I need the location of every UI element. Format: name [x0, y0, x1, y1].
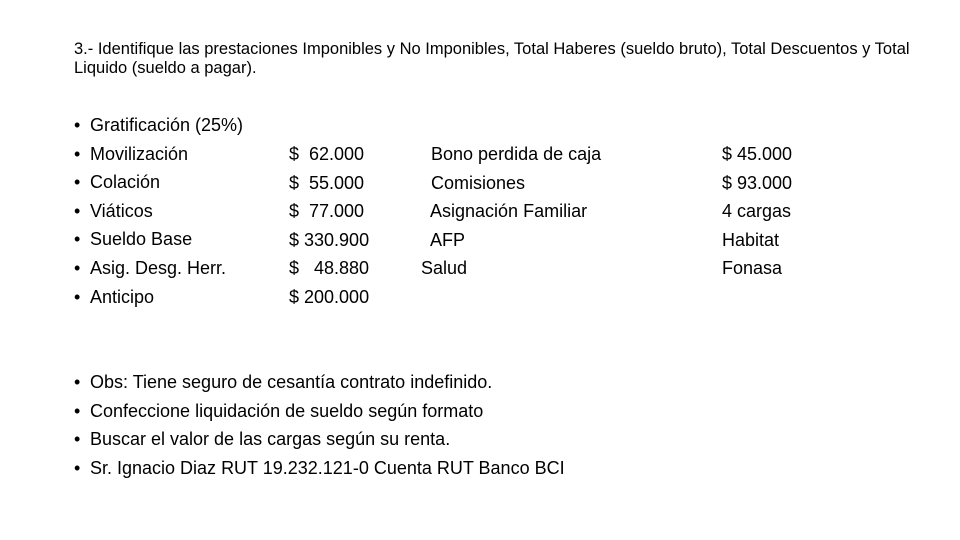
note-item [74, 454, 634, 483]
bullet: • [74, 143, 81, 164]
list-item [74, 225, 274, 254]
bullet: • [74, 429, 81, 450]
other-items-values [722, 140, 792, 283]
bullet: • [74, 457, 81, 478]
other-item-label: Comisiones [421, 172, 526, 193]
notes-list [74, 368, 634, 482]
list-item [74, 168, 274, 197]
note-item [74, 368, 634, 397]
note-item [74, 397, 634, 426]
bullet: • [74, 115, 81, 135]
other-item-label: Salud [421, 258, 468, 279]
list-item [74, 111, 274, 140]
amount-value: $ 48.880 [289, 258, 370, 279]
bullet: • [74, 200, 81, 221]
note-text: Buscar el valor de las cargas según su renta. [90, 429, 451, 450]
other-items-labels [421, 140, 601, 283]
other-item-label: Bono perdida de caja [421, 144, 602, 164]
amounts-column [289, 140, 369, 312]
item-label: Gratificación (25%) [90, 115, 244, 135]
amount-value: $ 55.000 [289, 172, 365, 193]
bullet: • [74, 257, 81, 278]
list-item [74, 140, 274, 169]
item-label: Anticipo [90, 286, 155, 307]
exercise-title: 3.- Identifique las prestaciones Imponibles y No Imponibles, Total Haberes (sueldo bruto), Total Descuentos y Total Liquido (sueldo a pagar). [74, 40, 910, 77]
other-item-value: $ 45.000 [722, 144, 793, 164]
amount-value: $ 200.000 [289, 286, 370, 307]
other-item-value: 4 cargas [722, 201, 792, 222]
items-list [74, 111, 274, 311]
item-label: Colación [90, 172, 161, 193]
other-item-value: Habitat [722, 229, 780, 250]
item-label: Sueldo Base [90, 229, 193, 250]
item-label: Viáticos [90, 200, 153, 221]
bullet: • [74, 172, 81, 193]
list-item [74, 254, 274, 283]
item-label: Asig. Desg. Herr. [90, 257, 227, 278]
other-item-label: AFP [421, 229, 466, 250]
amount-value: $ 62.000 [289, 144, 365, 164]
note-item [74, 425, 634, 454]
note-text: Sr. Ignacio Diaz RUT 19.232.121-0 Cuenta RUT Banco BCI [90, 457, 565, 478]
other-item-value: Fonasa [722, 258, 783, 279]
bullet: • [74, 400, 81, 421]
other-item-value: $ 93.000 [722, 172, 793, 193]
note-text: Obs: Tiene seguro de cesantía contrato indefinido. [90, 372, 493, 392]
list-item [74, 283, 274, 312]
other-item-label: Asignación Familiar [421, 201, 588, 222]
amount-value: $ 330.900 [289, 229, 370, 250]
note-text: Confeccione liquidación de sueldo según formato [90, 400, 484, 421]
bullet: • [74, 229, 81, 250]
list-item [74, 197, 274, 226]
item-label: Movilización [90, 143, 189, 164]
bullet: • [74, 372, 81, 392]
bullet: • [74, 286, 81, 307]
amount-value: $ 77.000 [289, 201, 365, 222]
